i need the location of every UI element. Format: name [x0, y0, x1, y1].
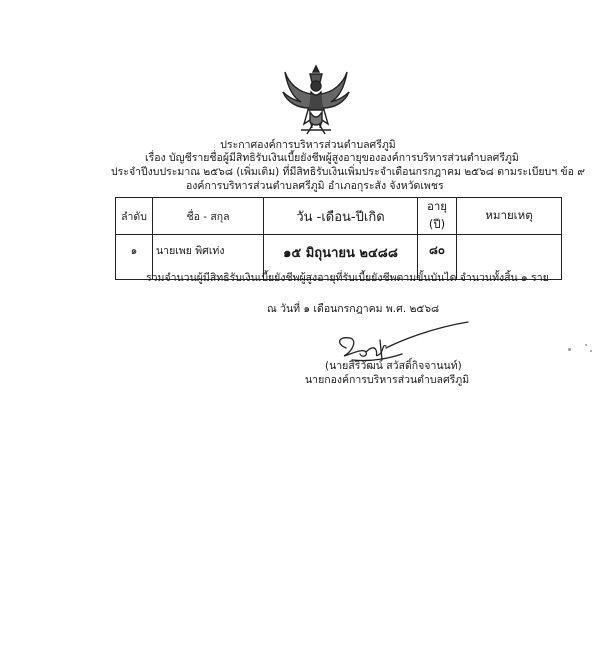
total-count-line: รวมจำนวนผู้มีสิทธิรับเงินเบี้ยยังชีพผู้สูงอายุที่รับเบี้ยยังชีพตามขั้นบันได จำนวนทั้งสิ้น ๑ ราย — [146, 272, 549, 284]
recipient-table — [115, 197, 562, 280]
col-header-name: ชื่อ - สกุล — [153, 198, 264, 235]
subject-line: เรื่อง บัญชีรายชื่อผู้มีสิทธิรับเงินเบี้ยยังชีพผู้สูงอายุขององค์การบริหารส่วนตำบลศรีภูมิ — [145, 152, 519, 164]
signer-name: (นายสิริวัฒน์ สวัสดิ์กิจจานนท์) — [325, 360, 462, 372]
col-header-no: ลำดับ — [116, 198, 153, 235]
fiscal-year-line: ประจำปีงบประมาณ ๒๕๖๘ (เพิ่มเติม) ที่มีสิทธิรับเงินเพิ่มประจำเดือนกรกฎาคม ๒๕๖๘ ตามระเบียบฯ ข้อ ๙ — [111, 166, 585, 178]
date-line: ณ วันที่ ๑ เดือนกรกฎาคม พ.ศ. ๒๕๖๘ — [267, 303, 440, 315]
cell-dob: ๑๕ มิถุนายน ๒๔๘๘ — [264, 235, 418, 280]
garuda-emblem-icon — [277, 62, 355, 138]
cell-no: ๑ — [116, 235, 153, 280]
scan-speck — [568, 348, 571, 351]
cell-name: นายเพย พิศเท่ง — [153, 235, 264, 280]
table-header-row — [116, 198, 562, 235]
signer-position: นายกองค์การบริหารส่วนตำบลศรีภูมิ — [305, 374, 470, 386]
cell-age: ๘๐ — [418, 235, 457, 280]
col-header-note: หมายเหตุ — [457, 198, 562, 235]
col-header-dob: วัน -เดือน-ปีเกิด — [264, 198, 418, 235]
scan-speck — [590, 350, 592, 352]
organization-line: องค์การบริหารส่วนตำบลศรีภูมิ อำเภอกุระสัง จังหวัดเพชร — [186, 180, 444, 192]
col-header-age: อายุ (ปี) — [418, 198, 457, 235]
scan-speck — [585, 344, 587, 346]
announcement-title: ประกาศองค์การบริหารส่วนตำบลศรีภูมิ — [220, 139, 396, 151]
